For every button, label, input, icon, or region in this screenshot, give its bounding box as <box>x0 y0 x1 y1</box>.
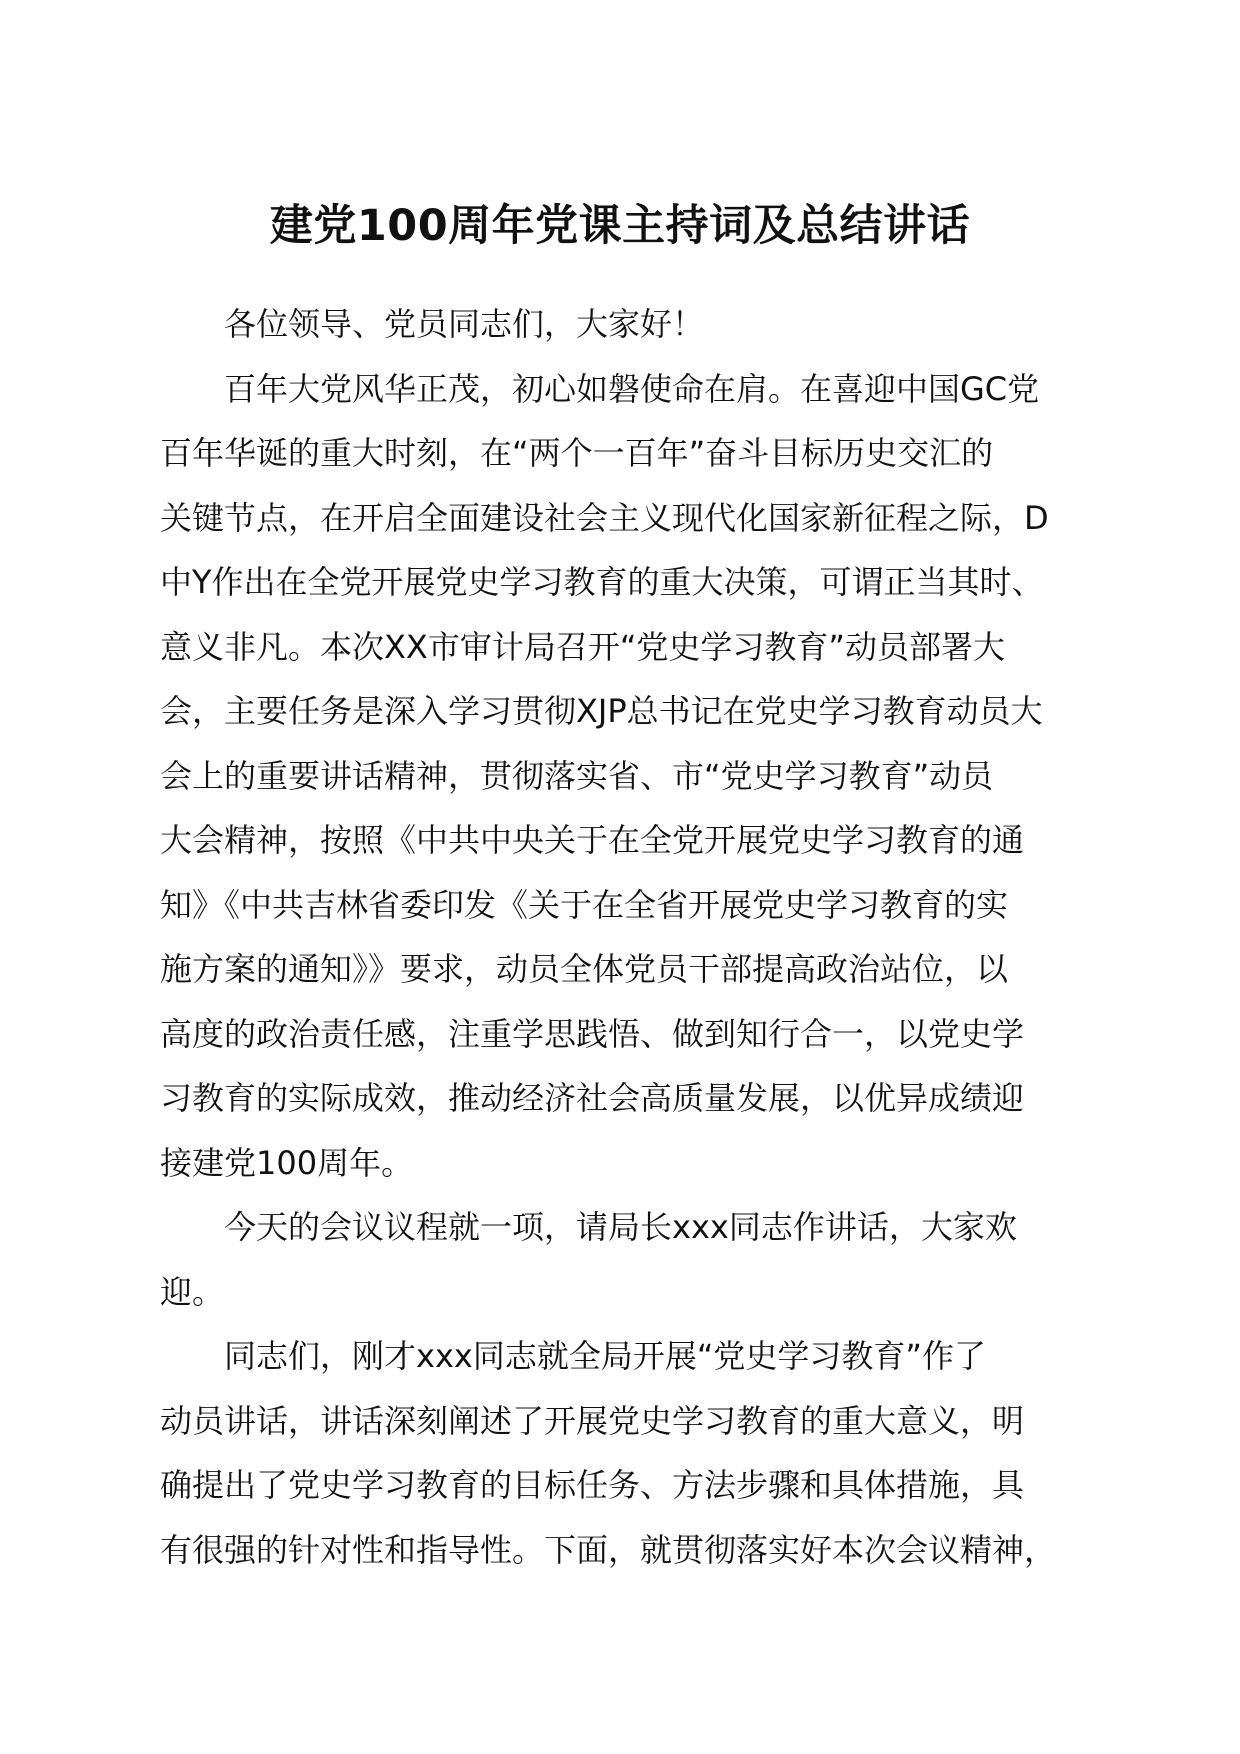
text-line: 意义非凡。本次XX市审计局召开“党史学习教育”动员部署大 <box>160 627 1006 666</box>
document-body <box>160 292 1120 1582</box>
text-line: 大会精神，按照《中共中央关于在全党开展党史学习教育的通 <box>160 821 1025 859</box>
text-line: 百年大党风华正茂，初心如磐使命在肩。在喜迎中国GC党 <box>224 369 1040 408</box>
text-line: 迎。 <box>160 1272 225 1311</box>
text-line: 确提出了党史学习教育的目标任务、方法步骤和具体措施，具 <box>160 1466 1025 1504</box>
text-line: 知》《中共吉林省委印发《关于在全省开展党史学习教育的实 <box>160 885 1009 924</box>
text-line: 高度的政治责任感，注重学思践悟、做到知行合一，以党史学 <box>160 1014 1025 1053</box>
text-line: 会上的重要讲话精神，贯彻落实省、市“党史学习教育”动员 <box>160 756 994 795</box>
text-line: 施方案的通知》》要求，动员全体党员干部提高政治站位，以 <box>160 950 1009 988</box>
text-line: 各位领导、党员同志们，大家好！ <box>224 305 705 343</box>
text-line: 百年华诞的重大时刻，在“两个一百年”奋斗目标历史交汇的 <box>160 434 994 472</box>
text-line: 接建党100周年。 <box>160 1143 414 1182</box>
document-title: 建党100周年党课主持词及总结讲话 <box>269 201 971 251</box>
text-line: 习教育的实际成效，推动经济社会高质量发展，以优异成绩迎 <box>160 1079 1025 1117</box>
text-line: 有很强的针对性和指导性。下面，就贯彻落实好本次会议精神， <box>160 1530 1057 1569</box>
text-line: 同志们，刚才xxx同志就全局开展“党史学习教育”作了 <box>224 1337 986 1375</box>
text-line: 关键节点，在开启全面建设社会主义现代化国家新征程之际，D <box>160 498 1049 537</box>
text-line: 动员讲话，讲话深刻阐述了开展党史学习教育的重大意义，明 <box>160 1401 1025 1440</box>
text-line: 中Y作出在全党开展党史学习教育的重大决策，可谓正当其时、 <box>160 563 1044 601</box>
text-line: 会，主要任务是深入学习贯彻XJP总书记在党史学习教育动员大 <box>160 692 1043 730</box>
text-line: 今天的会议议程就一项，请局长xxx同志作讲话，大家欢 <box>224 1208 1017 1246</box>
